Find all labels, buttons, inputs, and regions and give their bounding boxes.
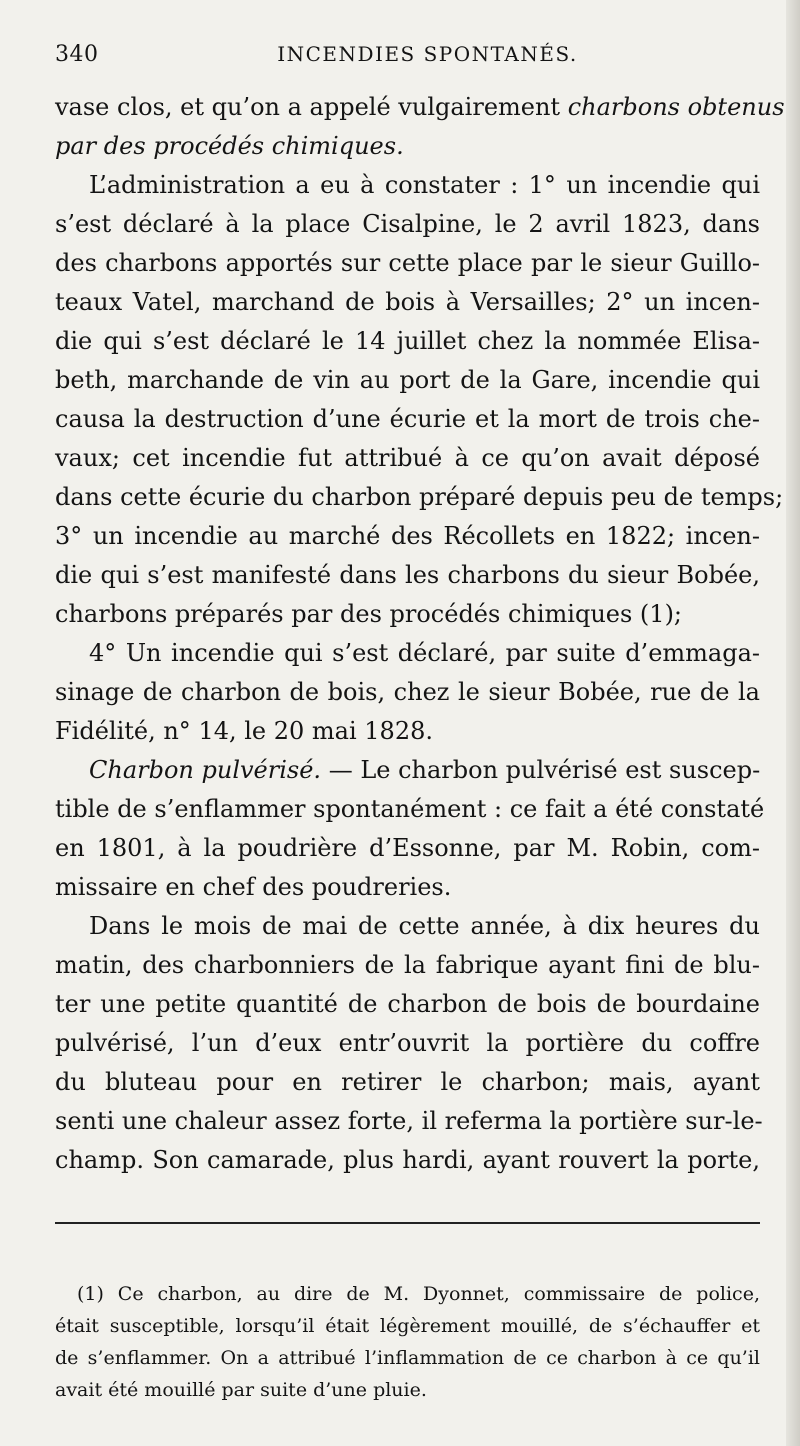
- text-line: sinage de charbon de bois, chez le sieur Bobée, rue de la: [55, 678, 760, 706]
- text-line: dans cette écurie du charbon préparé depuis peu de temps;: [55, 483, 784, 511]
- running-title: INCENDIES SPONTANÉS.: [277, 42, 578, 66]
- text-line: ter une petite quantité de charbon de bois de bourdaine: [55, 990, 760, 1018]
- text-line: teaux Vatel, marchand de bois à Versailles; 2° un incen-: [55, 288, 760, 316]
- text-line: charbons préparés par des procédés chimiques (1);: [55, 600, 683, 628]
- footnote-line: était susceptible, lorsqu’il était légèrement mouillé, de s’échauffer et: [55, 1315, 760, 1337]
- text-line: pulvérisé, l’un d’eux entr’ouvrit la portière du coffre: [55, 1029, 760, 1057]
- text-line: en 1801, à la poudrière d’Essonne, par M. Robin, com-: [55, 834, 760, 862]
- text-line: du bluteau pour en retirer le charbon; mais, ayant: [55, 1068, 760, 1096]
- text-line: Fidélité, n° 14, le 20 mai 1828.: [55, 717, 433, 745]
- text-line: Charbon pulvérisé. — Le charbon pulvérisé est suscep-: [89, 756, 761, 784]
- text-line: matin, des charbonniers de la fabrique ayant fini de blu-: [55, 951, 760, 979]
- text-line: des charbons apportés sur cette place par le sieur Guillo-: [55, 249, 760, 277]
- footnote-line: (1) Ce charbon, au dire de M. Dyonnet, commissaire de police,: [77, 1283, 760, 1305]
- text-line: par des procédés chimiques.: [55, 132, 404, 160]
- page-number: 340: [55, 42, 99, 67]
- text-line: L’administration a eu à constater : 1° un incendie qui: [89, 171, 760, 199]
- footnote-line: de s’enflammer. On a attribué l’inflammation de ce charbon à ce qu’il: [55, 1347, 760, 1369]
- text-line: 3° un incendie au marché des Récollets en 1822; incen-: [55, 522, 760, 550]
- text-line: Dans le mois de mai de cette année, à dix heures du: [89, 912, 760, 940]
- text-line: beth, marchande de vin au port de la Gare, incendie qui: [55, 366, 760, 394]
- text-line: champ. Son camarade, plus hardi, ayant rouvert la porte,: [55, 1146, 760, 1174]
- text-line: vaux; cet incendie fut attribué à ce qu’on avait déposé: [55, 444, 760, 472]
- text-line: tible de s’enflammer spontanément : ce fait a été constaté: [55, 795, 765, 823]
- footnote: [55, 1278, 760, 1406]
- footnote-line: avait été mouillé par suite d’une pluie.: [55, 1379, 427, 1401]
- footnote-divider: [55, 1222, 760, 1224]
- text-line: s’est déclaré à la place Cisalpine, le 2 avril 1823, dans: [55, 210, 760, 238]
- text-line: causa la destruction d’une écurie et la mort de trois che-: [55, 405, 760, 433]
- text-line: die qui s’est déclaré le 14 juillet chez la nommée Elisa-: [55, 327, 760, 355]
- page-header: [55, 42, 760, 76]
- text-line: 4° Un incendie qui s’est déclaré, par suite d’emmaga-: [89, 639, 760, 667]
- text-line: vase clos, et qu’on a appelé vulgairement charbons obtenus: [55, 93, 785, 121]
- text-line: die qui s’est manifesté dans les charbons du sieur Bobée,: [55, 561, 760, 589]
- text-line: senti une chaleur assez forte, il referma la portière sur-le-: [55, 1107, 763, 1135]
- body-text: [55, 88, 785, 1180]
- text-line: missaire en chef des poudreries.: [55, 873, 452, 901]
- page-edge-shadow: [786, 0, 800, 1446]
